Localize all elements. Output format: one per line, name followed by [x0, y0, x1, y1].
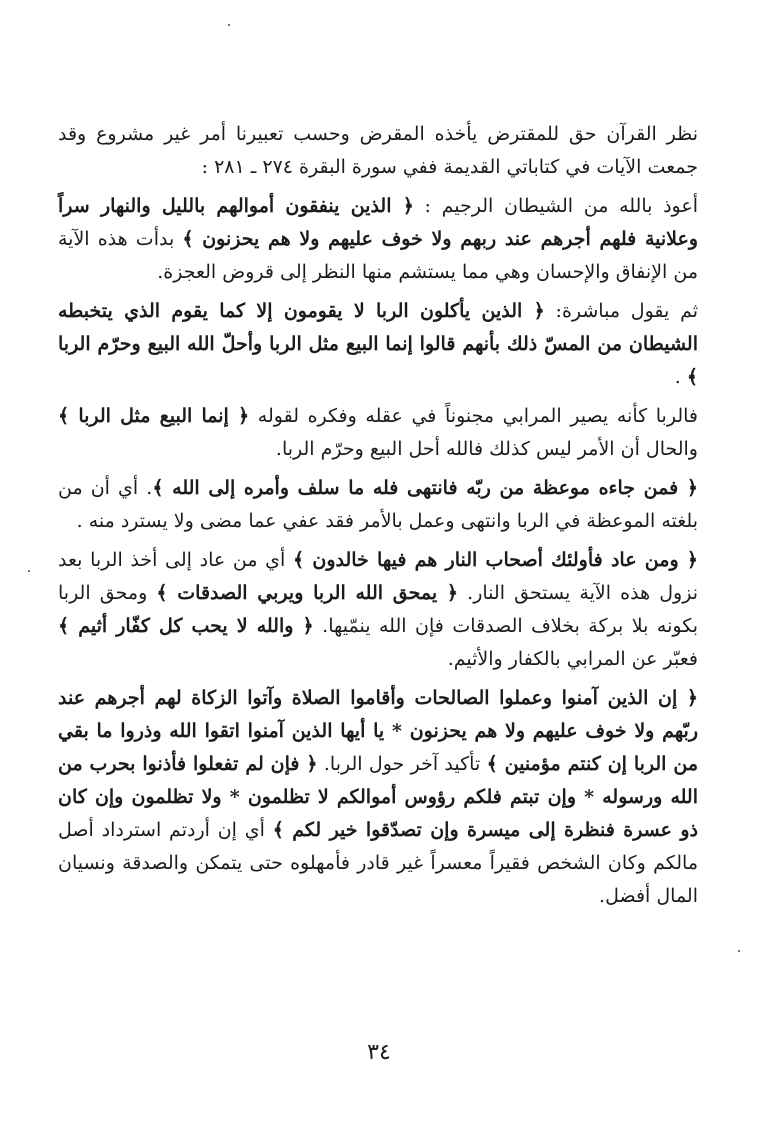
body-text: والحال أن الأمر ليس كذلك فالله أحل البيع وحرّم الربا.: [275, 438, 698, 460]
body-text: .: [674, 366, 687, 388]
body-text: أي من عاد إلى أخذ الربا بعد نزول هذه الآية يستحق النار.: [58, 549, 699, 604]
paragraph: [58, 472, 698, 538]
quran-verse: ﴿ فإن لم تفعلوا فأذنوا بحرب من الله ورسوله * وإن تبتم فلكم رؤوس أموالكم لا تظلمون * ولا تظلمون وإن كان ذو عسرة فنظرة إلى ميسرة وإن تصدّقوا خير لكم ﴾: [58, 753, 698, 841]
body-text: ثم يقول مباشرة:: [544, 300, 698, 322]
body-text: . أي أن من بلغته الموعظة في الربا وانتهى وعمل بالأمر فقد عفي عما مضى ولا يسترد منه .: [58, 477, 698, 532]
quran-verse: ﴿ والله لا يحب كل كفّار أثيم ﴾: [58, 615, 314, 637]
quran-verse: ﴿ فمن جاءه موعظة من ربّه فانتهى فله ما سلف وأمره إلى الله ﴾: [152, 477, 699, 499]
scan-speck: [228, 24, 230, 26]
page-body: [58, 118, 698, 919]
quran-verse: ﴿ إنما البيع مثل الربا ﴾: [58, 405, 250, 427]
paragraph: [58, 682, 698, 913]
quran-verse: ﴿ يمحق الله الربا ويربي الصدقات ﴾: [156, 582, 459, 604]
body-text: نظر القرآن حق للمقترض يأخذه المقرض وحسب تعبيرنا أمر غير مشروع وقد جمعت الآيات في كتاباتي القديمة ففي سورة البقرة ٢٧٤ ـ ٢٨١ :: [58, 123, 698, 178]
quran-verse: ﴿ ومن عاد فأولئك أصحاب النار هم فيها خالدون ﴾: [293, 549, 698, 571]
quran-verse: ﴿ الذين يأكلون الربا لا يقومون إلا كما يقوم الذي يتخبطه الشيطان من المسّ ذلك بأنهم قالوا إنما البيع مثل الربا وأحلّ الله البيع وحرّم الربا ﴾: [58, 300, 698, 388]
paragraph: [58, 118, 698, 184]
page-number: ٣٤: [367, 1040, 391, 1065]
body-text: فعبّر عن المرابي بالكفار والأثيم.: [447, 648, 698, 670]
quran-verse: ﴿ الذين ينفقون أموالهم بالليل والنهار سراً وعلانية فلهم أجرهم عند ربهم ولا خوف عليهم ولا هم يحزنون ﴾: [58, 195, 699, 250]
body-text: أعوذ بالله من الشيطان الرجيم :: [413, 195, 698, 217]
paragraph: [58, 400, 698, 466]
body-text: تأكيد آخر حول الربا.: [317, 753, 487, 775]
quran-verse: ﴿ إن الذين آمنوا وعملوا الصالحات وأقاموا الصلاة وآتوا الزكاة لهم أجرهم عند ربّهم ولا خوف عليهم ولا هم يحزنون * يا أيها الذين آمنوا اتقوا الله وذروا ما بقي من الربا إن كنتم مؤمنين ﴾: [58, 687, 699, 775]
paragraph: [58, 190, 698, 289]
paragraph: [58, 295, 698, 394]
scan-speck: [28, 570, 30, 572]
body-text: أي إن أردتم استرداد أصل مالكم وكان الشخص فقيراً معسراً غير قادر فأمهلوه حتى يتمكن والصدقة ونسيان المال أفضل.: [58, 819, 698, 907]
paragraph: [58, 544, 698, 676]
body-text: فالربا كأنه يصير المرابي مجنوناً في عقله وفكره لقوله: [249, 405, 698, 427]
body-text: ومحق الربا بكونه بلا بركة بخلاف الصدقات فإن الله ينمّيها.: [58, 582, 698, 637]
scan-speck: [738, 950, 740, 952]
body-text: بدأت هذه الآية من الإنفاق والإحسان وهي مما يستشم منها النظر إلى قروض العجزة.: [58, 228, 698, 283]
